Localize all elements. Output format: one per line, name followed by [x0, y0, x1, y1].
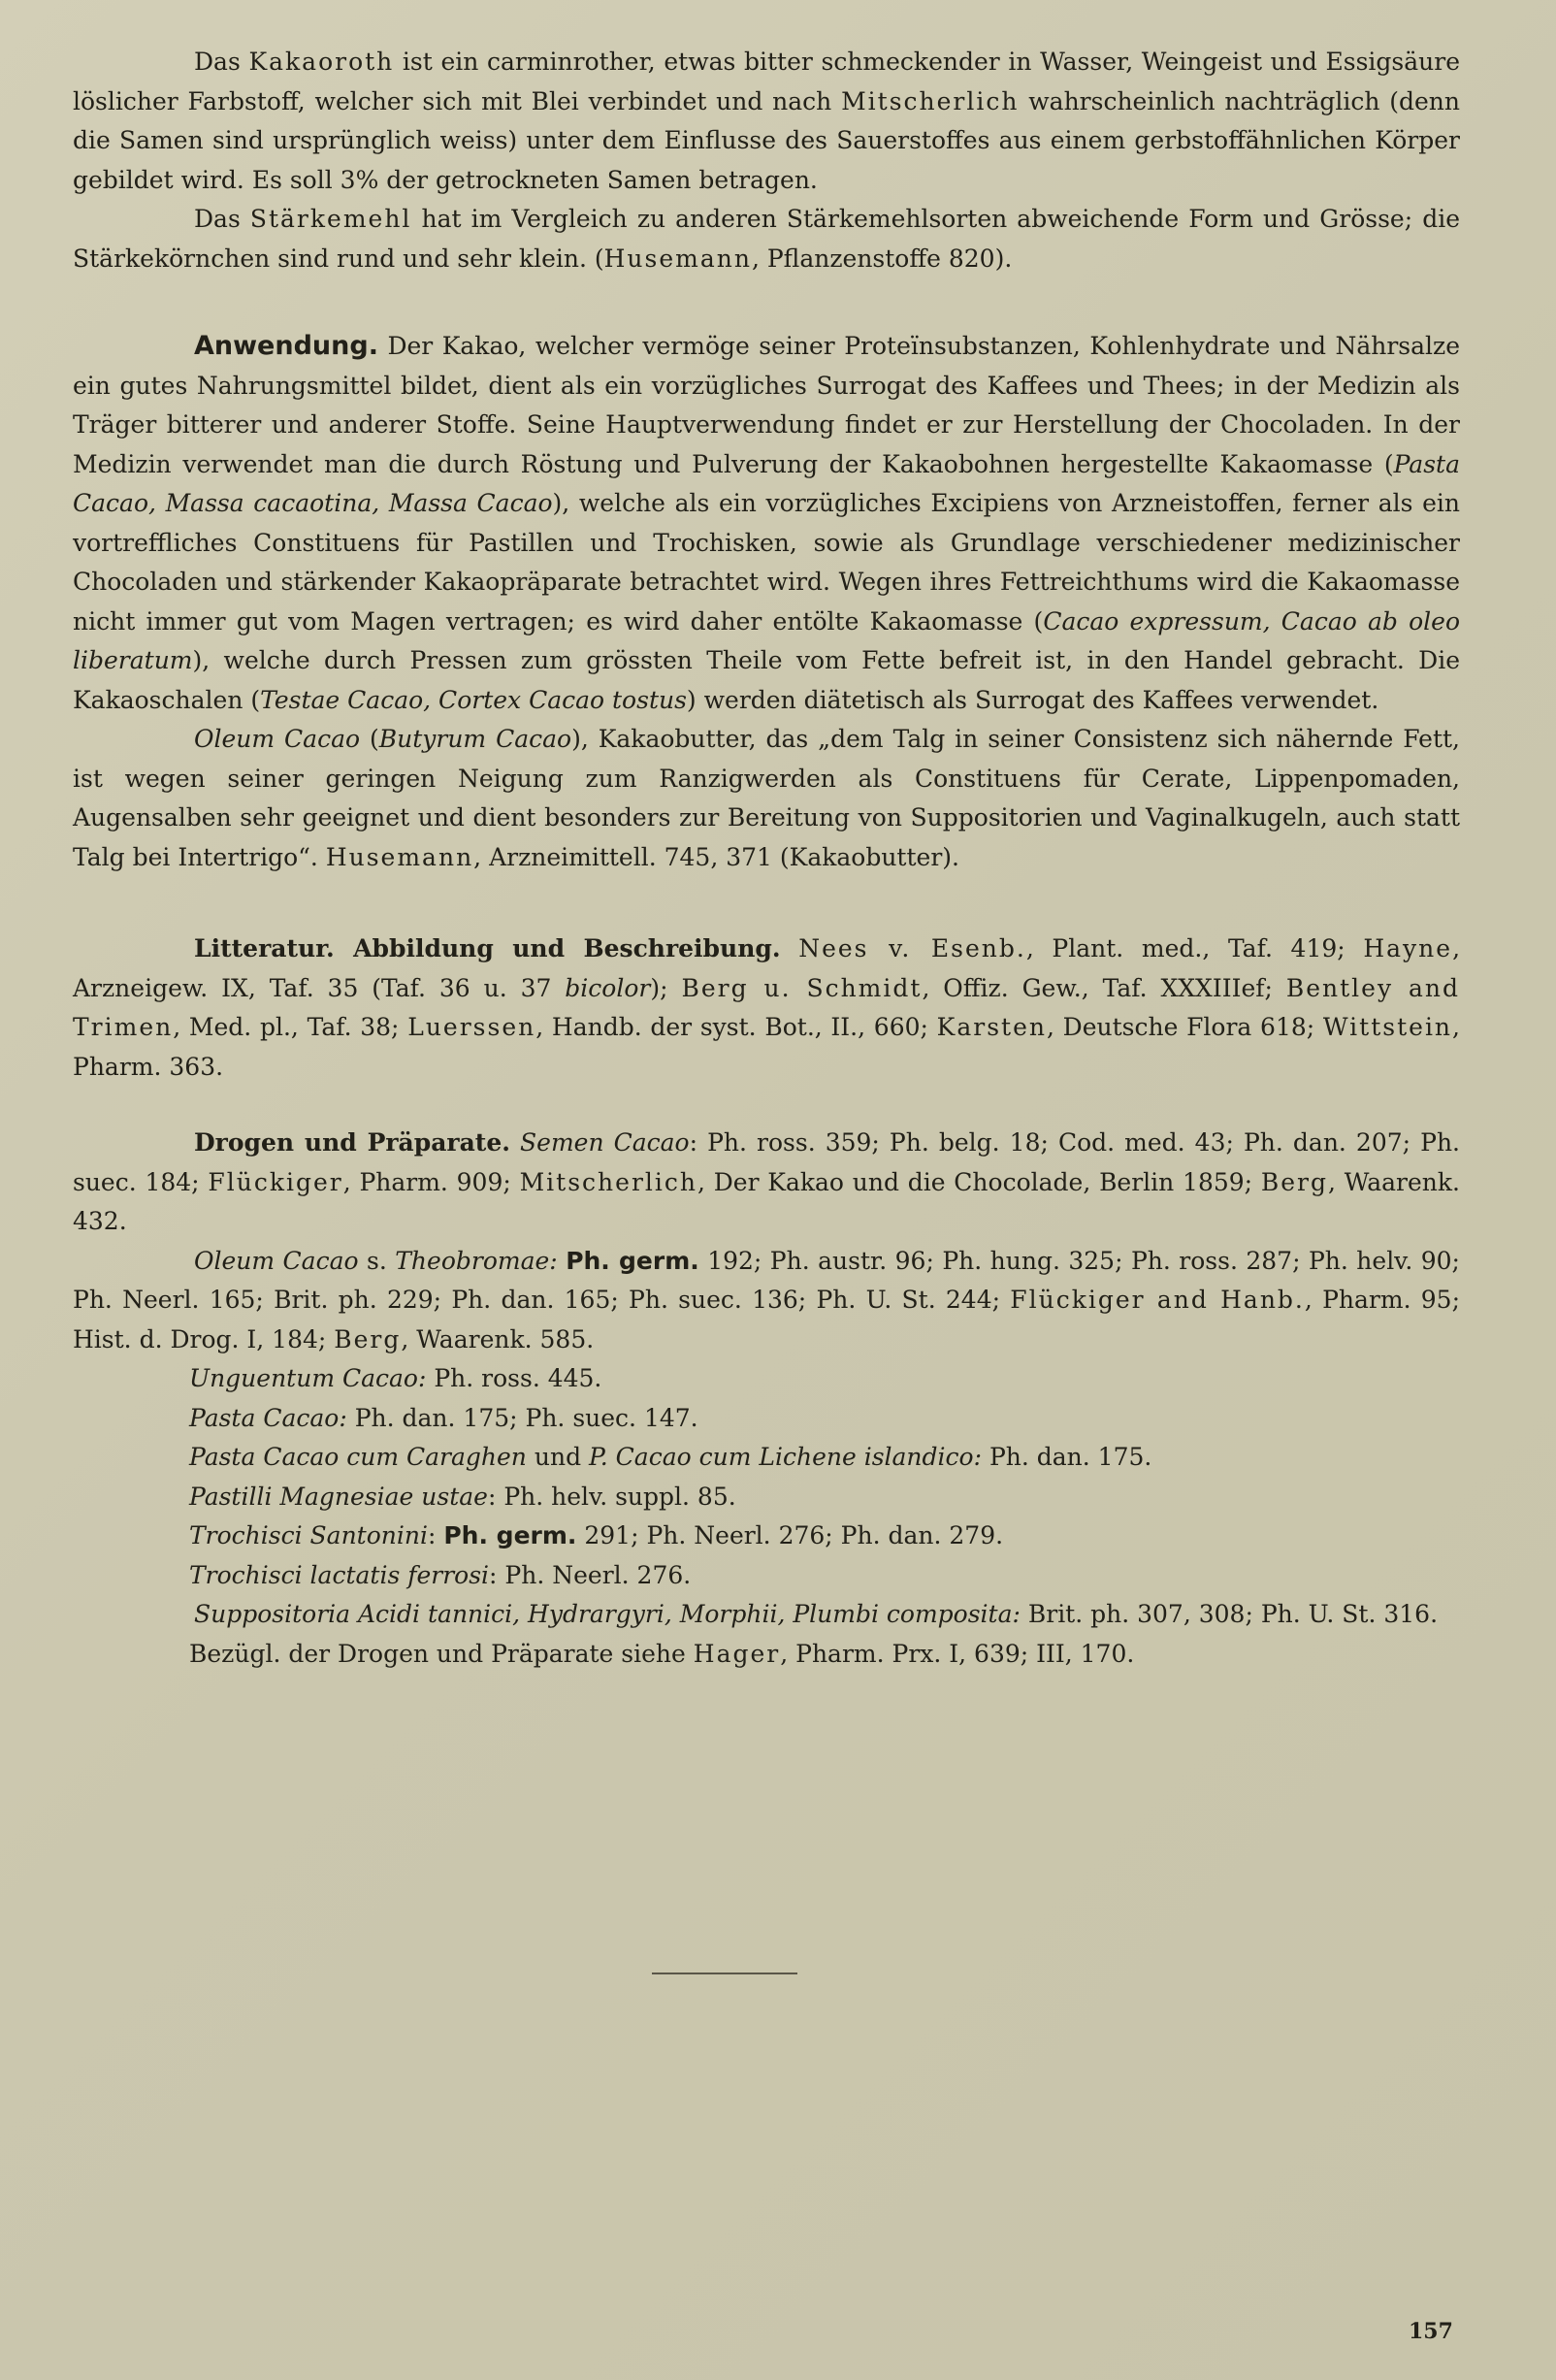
text: s. [358, 1246, 396, 1275]
text: Ph. ross. 445. [426, 1364, 602, 1392]
text: , Deutsche Flora 618; [1046, 1013, 1323, 1041]
author: Mitscherlich [519, 1167, 697, 1196]
latin-term: Trochisci lactatis ferrosi [189, 1560, 490, 1589]
text: hat im Vergleich zu anderen Stärkemehlsorten abweichende Form und Grösse; die Stärkekörnchen sind rund und sehr klein. ( [73, 205, 1460, 273]
text: , Waarenk. 432. [73, 1167, 1460, 1235]
text: Der Kakao, welcher vermöge seiner Proteïnsubstanzen, Kohlenhydrate und Nährsalze ein gutes Nahrungsmittel bildet, dient als ein vorzügliches Surrogat des Kaffees und Thees; in der Medizin als Träger bitterer und anderer Stoffe. Seine Hauptverwendung findet er zur Herstellung der Chocoladen. In der Medizin verwendet man die durch Röstung und Pulverung der Kakaobohnen hergestellte Kakaomasse ( [73, 332, 1460, 478]
text: , Pharm. 95; Hist. d. Drog. I, 184; [73, 1286, 1460, 1353]
latin-term: Semen Cacao [520, 1128, 690, 1157]
text: 192; Ph. austr. 96; Ph. hung. 325; Ph. ross. 287; Ph. helv. 90; Ph. Neerl. 165; Brit. ph. 229; Ph. dan. 165; Ph. suec. 136; Ph. U. St. 244; [73, 1246, 1460, 1314]
author-husemann: Husemann [603, 244, 752, 273]
latin-term: Pastilli Magnesiae ustae [189, 1482, 488, 1511]
text: Ph. dan. 175; Ph. suec. 147. [346, 1403, 698, 1432]
text: , Arzneigew. IX, Taf. 35 (Taf. 36 u. 37 [73, 934, 1461, 1002]
author: Berg [1260, 1167, 1328, 1196]
author: Luerssen [407, 1013, 536, 1041]
text: : Ph. helv. suppl. 85. [487, 1482, 736, 1511]
text: , Der Kakao und die Chocolade, Berlin 1859; [697, 1167, 1261, 1196]
author-hager: Hager [693, 1639, 781, 1668]
text: : Ph. ross. 359; Ph. belg. 18; Cod. med. 43; Ph. dan. 207; Ph. suec. 184; [73, 1128, 1461, 1196]
section-divider [652, 1972, 797, 1974]
author: Wittstein [1322, 1013, 1453, 1041]
text: , Offiz. Gew., Taf. XXXIIIef; [922, 973, 1286, 1002]
ph-germ: Ph. germ. [566, 1246, 699, 1275]
text-body [73, 43, 1460, 1674]
paragraph-staerkemehl [73, 200, 1460, 278]
entry-unguentum [73, 1359, 1460, 1399]
text: , Pharm. 909; [342, 1167, 520, 1196]
entry-suppositoria [73, 1595, 1460, 1635]
latin-term: Testae Cacao, Cortex Cacao tostus [260, 685, 687, 714]
text: Das [194, 48, 249, 76]
term-staerkemehl: Stärkemehl [249, 205, 412, 233]
heading-anwendung: Anwendung. [194, 331, 378, 361]
text: ), welche durch Pressen zum grössten Theile vom Fette befreit ist, in den Handel gebracht. Die Kakaoschalen ( [73, 646, 1460, 714]
author: Berg [334, 1324, 402, 1353]
latin-term: Butyrum Cacao [378, 725, 572, 753]
text: , Plant. med., Taf. 419; [1025, 934, 1364, 962]
section-drogen [73, 1124, 1460, 1242]
text: ), Kakaobutter, das „dem Talg in seiner Consistenz sich nähernde Fett, ist wegen seiner geringen Neigung zum Ranzigwerden als Constituens für Cerate, Lippenpomaden, Augensalben sehr geeignet und dient besonders zur Bereitung von Suppositorien und Vaginalkugeln, auch statt Talg bei Intertrigo“. [73, 725, 1461, 871]
text: , Handb. der syst. Bot., II., 660; [535, 1013, 937, 1041]
latin-term: bicolor [565, 973, 651, 1002]
entry-pasta-caraghen [73, 1438, 1460, 1478]
text: 291; Ph. Neerl. 276; Ph. dan. 279. [576, 1521, 1004, 1549]
latin-term: Oleum Cacao [194, 725, 361, 753]
author: Flückiger [208, 1167, 343, 1196]
author: Berg u. Schmidt [681, 973, 923, 1002]
text: Ph. dan. 175. [982, 1443, 1152, 1471]
author-mitscherlich: Mitscherlich [841, 86, 1020, 115]
author: Nees v. Esenb. [798, 934, 1026, 962]
text: Brit. ph. 307, 308; Ph. U. St. 316. [1020, 1600, 1439, 1628]
author-husemann: Husemann [325, 842, 474, 871]
entry-bezuegl [73, 1635, 1460, 1675]
author: Karsten [936, 1013, 1047, 1041]
latin-term: Pasta Cacao, Massa cacaotina, Massa Cacao [73, 449, 1460, 517]
text: , Waarenk. 585. [401, 1324, 595, 1353]
entry-pasta-cacao [73, 1399, 1460, 1439]
latin-term: Oleum Cacao [194, 1246, 359, 1275]
text: ( [360, 725, 379, 753]
entry-trochisci-lactatis [73, 1556, 1460, 1596]
text: Bezügl. der Drogen und Präparate siehe [189, 1639, 694, 1668]
paragraph-kakaoroth [73, 43, 1460, 200]
ph-germ: Ph. germ. [443, 1521, 577, 1549]
section-anwendung [73, 327, 1460, 720]
page-number: 157 [1409, 2319, 1453, 2344]
text: ); [650, 973, 682, 1002]
text: : Ph. Neerl. 276. [489, 1560, 692, 1589]
text: , Pflanzenstoffe 820). [751, 244, 1013, 273]
text: Das [194, 205, 250, 233]
text: ist ein carminrother, etwas bitter schmeckender in Wasser, Weingeist und Essigsäure löslicher Farbstoff, welcher sich mit Blei verbindet und nach [73, 48, 1461, 115]
author: Flückiger and Hanb. [1010, 1286, 1305, 1314]
entry-trochisci-santonini [73, 1516, 1460, 1556]
text: und [526, 1443, 590, 1471]
term-kakaoroth: Kakaoroth [248, 48, 395, 76]
text: , Med. pl., Taf. 38; [173, 1013, 408, 1041]
text [558, 1247, 566, 1275]
latin-term: Suppositoria Acidi tannici, Hydrargyri, Morphii, Plumbi composita: [194, 1600, 1021, 1628]
latin-term: Pasta Cacao: [189, 1403, 347, 1432]
entry-oleum-theobromae [73, 1242, 1460, 1360]
latin-term: Cacao expressum, Cacao ab oleo liberatum [73, 606, 1460, 674]
text: ) werden diätetisch als Surrogat des Kaffees verwendet. [686, 685, 1379, 714]
paragraph-oleum-cacao [73, 720, 1460, 877]
text: ), welche als ein vorzügliches Excipiens von Arzneistoffen, ferner als ein vortreffliches Constituens für Pastillen und Trochisken, sowie als Grundlage verschiedener medizinischer Chocoladen und stärkender Kakaopräparate betrachtet wird. Wegen ihres Fettreichthums wird die Kakaomasse nicht immer gut vom Magen vertragen; es wird daher entölte Kakaomasse ( [73, 489, 1460, 636]
heading-litteratur: Litteratur. Abbildung und Beschreibung. [194, 934, 781, 962]
text: , Pharm. Prx. I, 639; III, 170. [780, 1639, 1135, 1668]
section-litteratur [73, 929, 1460, 1087]
latin-term: Unguentum Cacao: [189, 1364, 427, 1392]
text: , Arzneimittell. 745, 371 (Kakaobutter). [473, 842, 959, 871]
heading-drogen: Drogen und Präparate. [194, 1128, 510, 1157]
author: Hayne [1363, 934, 1453, 962]
entry-pastilli [73, 1478, 1460, 1517]
text: wahrscheinlich nachträglich (denn die Samen sind ursprünglich weiss) unter dem Einflusse des Sauerstoffes aus einem gerbstoffähnlichen Körper gebildet wird. Es soll 3% der getrockneten Samen betragen. [73, 86, 1460, 194]
text: : [427, 1521, 444, 1549]
latin-term: Theobromae: [395, 1246, 558, 1275]
latin-term: Pasta Cacao cum Caraghen [189, 1443, 527, 1471]
author: Bentley and Trimen [73, 973, 1461, 1041]
latin-term: Trochisci Santonini [189, 1521, 428, 1549]
latin-term: P. Cacao cum Lichene islandico: [589, 1443, 983, 1471]
text: , Pharm. 363. [73, 1013, 1460, 1081]
